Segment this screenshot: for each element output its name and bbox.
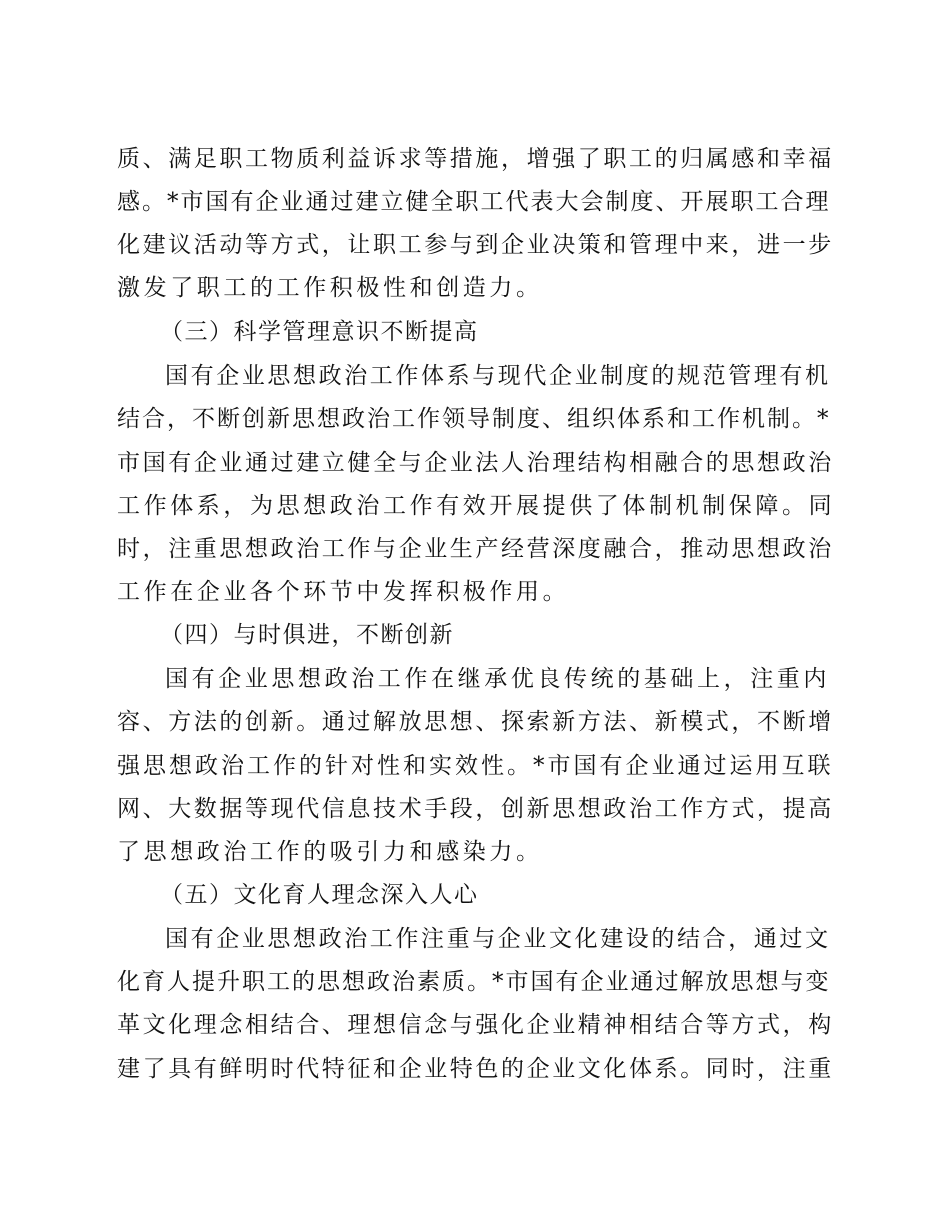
body-text-line: 建了具有鲜明时代特征和企业特色的企业文化体系。同时，注重 [117,1056,834,1082]
body-text-line: 市国有企业通过建立健全与企业法人治理结构相融合的思想政治 [117,450,834,476]
body-text-line: 强思想政治工作的针对性和实效性。*市国有企业通过运用互联 [117,753,834,779]
body-text-line: 化育人提升职工的思想政治素质。*市国有企业通过解放思想与变 [117,969,831,995]
body-text-line: 革文化理念相结合、理想信念与强化企业精神相结合等方式，构 [117,1012,834,1038]
paragraph-first-line: 国有企业思想政治工作在继承优良传统的基础上，注重内 [165,666,830,692]
body-text-line: 感。*市国有企业通过建立健全职工代表大会制度、开展职工合理 [117,189,831,215]
section-heading-3: （三）科学管理意识不断提高 [160,319,479,345]
body-text-line: 质、满足职工物质利益诉求等措施，增强了职工的归属感和幸福 [117,146,834,172]
body-text-line: 了思想政治工作的吸引力和感染力。 [117,839,543,865]
section-heading-4: （四）与时俱进，不断创新 [160,622,454,648]
body-text-line: 化建议活动等方式，让职工参与到企业决策和管理中来，进一步 [117,232,834,258]
body-text-line: 激发了职工的工作积极性和创造力。 [117,275,543,301]
body-text-line: 网、大数据等现代信息技术手段，创新思想政治工作方式，提高 [117,796,834,822]
body-text-line: 结合，不断创新思想政治工作领导制度、组织体系和工作机制。* [117,406,831,432]
section-heading-5: （五）文化育人理念深入人心 [160,882,479,908]
body-text-line: 工作体系，为思想政治工作有效开展提供了体制机制保障。同 [117,493,836,519]
body-text-line: 容、方法的创新。通过解放思想、探索新方法、新模式，不断增 [117,709,834,735]
body-text-line: 时，注重思想政治工作与企业生产经营深度融合，推动思想政治 [117,536,834,562]
paragraph-first-line: 国有企业思想政治工作注重与企业文化建设的结合，通过文 [165,926,831,952]
paragraph-first-line: 国有企业思想政治工作体系与现代企业制度的规范管理有机 [165,363,831,389]
body-text-line: 工作在企业各个环节中发挥积极作用。 [117,579,570,605]
